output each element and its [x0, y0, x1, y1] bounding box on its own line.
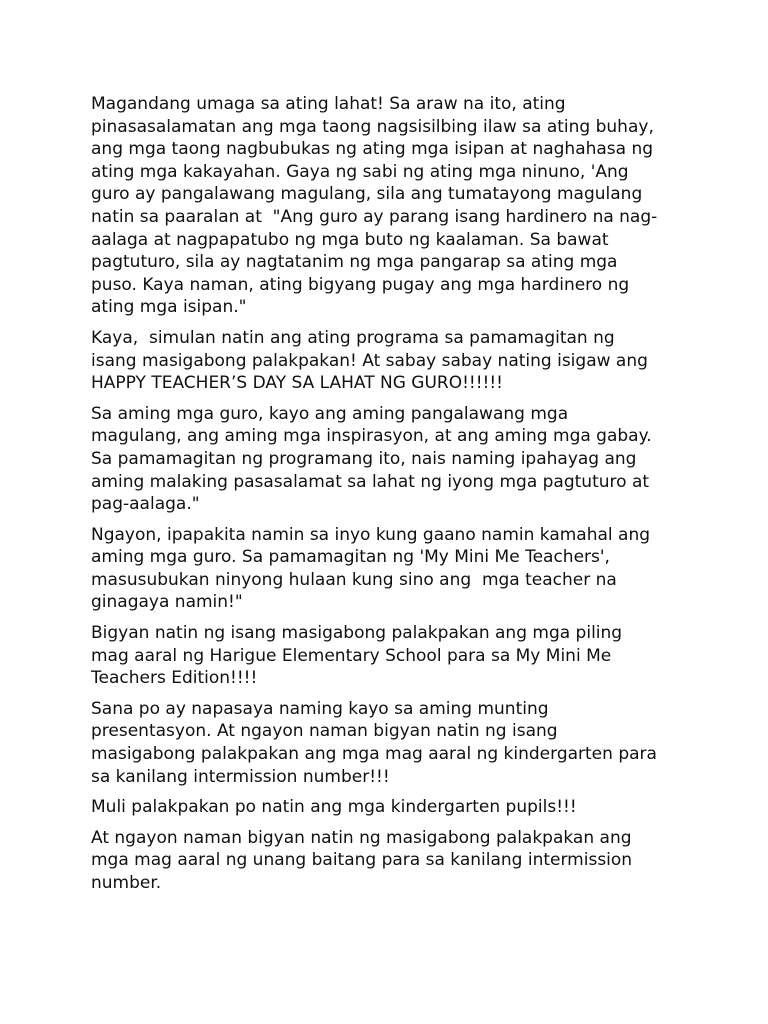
- paragraph-mini-me-applause: Bigyan natin ng isang masigabong palakpakan ang mga piling mag aaral ng Harigue Elementary School para sa My Mini Me Teachers Edition!!!!: [91, 623, 623, 689]
- paragraph-kindergarten-applause: Muli palakpakan po natin ang mga kindergarten pupils!!!: [91, 797, 577, 818]
- paragraph-first-grade-intro: At ngayon naman bigyan natin ng masigabong palakpakan ang mga mag aaral ng unang baitang para sa kanilang intermission number.: [91, 827, 633, 893]
- paragraph-mini-me-intro: Ngayon, ipapakita namin sa inyo kung gaano namin kamahal ang aming mga guro. Sa pamamagitan ng 'My Mini Me Teachers', masusubukan ninyong hulaan kung sino ang mga teacher na ginagaya namin!": [91, 524, 651, 613]
- document-page: [91, 93, 691, 903]
- paragraph-teachers-thanks: Sa aming mga guro, kayo ang aming pangalawang mga magulang, ang aming mga inspirasyon, at ang aming mga gabay. Sa pamamagitan ng programang ito, nais naming ipahayag ang aming malaking pasasalamat sa lahat ng iyong mga pagtuturo at pag-aalaga.": [91, 403, 652, 515]
- paragraph-kindergarten-intro: Sana po ay napasaya naming kayo sa aming munting presentasyon. At ngayon naman bigyan natin ng isang masigabong palakpakan ang mga mag aaral ng kindergarten para sa kanilang intermission number!!!: [91, 698, 657, 787]
- paragraph-welcome: Magandang umaga sa ating lahat! Sa araw na ito, ating pinasasalamatan ang mga taong nagsisilbing ilaw sa ating buhay, ang mga taong nagbubukas ng ating mga isipan at naghahasa ng ating mga kakayahan. Gaya ng sabi ng ating mga ninuno, 'Ang guro ay pangalawang magulang, sila ang tumatayong magulang natin sa paaralan at "Ang guro ay parang isang hardinero na nag- aalaga at nagpapatubo ng mga buto ng kaalaman. Sa bawat pagtuturo, sila ay nagtatanim ng mga pangarap sa ating mga puso. Kaya naman, ating bigyang pugay ang mga hardinero ng ating mga isipan.": [91, 94, 658, 318]
- paragraph-program-start: Kaya, simulan natin ang ating programa sa pamamagitan ng isang masigabong palakpakan! At sabay sabay nating isigaw ang HAPPY TEACHER’S DAY SA LAHAT NG GURO!!!!!!: [91, 327, 648, 394]
